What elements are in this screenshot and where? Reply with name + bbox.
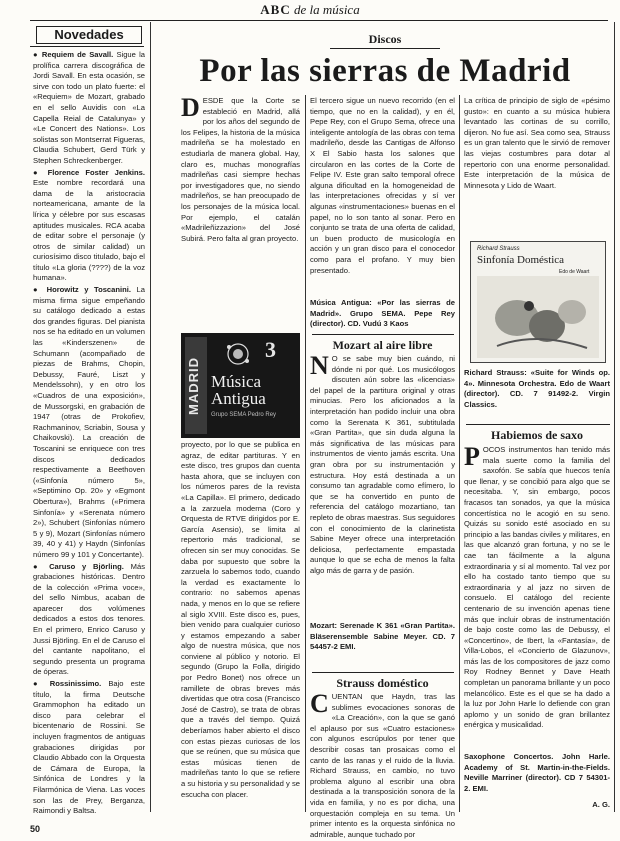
dropcap: D: [181, 93, 200, 122]
mozart-text: O se sabe muy bien cuándo, ni dónde ni por qué. Los musicólogos discuten aún sobre las «licencias» del papel de la partitura original y otras minucias. Pero los aficionados a la interpretación han podido incluir una obra como la Serenata K 361, subtitulada «Gran Partita», que sin duda alguna la más significativa de las músicas para instrumentos de viento jamás escrita. Una gran obra por su instrumentación y estructura. Hoy está destinada a un consumo tan agradable como efímero, lo que se ha convertido en punto de referencia del catálogo mozartiano, tan repleto de obras maestras. Sus seguidores con el conocimiento de la clarinetista Sabine Meyer ofrece una interpretación deliciosa, perfectamente empastada aunque lo que se echa de menos la falta algo más de garra y de pasión.: [310, 354, 455, 575]
column-rule-3: [459, 95, 460, 812]
discos-kicker-rule: [330, 48, 440, 49]
album-cover-sinfonia-domestica: [470, 241, 606, 363]
novedades-entry: ● Rossinissimo. Bajo este título, la firma Deutsche Grammophon ha editado un disco para celebrar el bicentenario de Rossini. Se incluyen fragmentos de antiguas grabaciones dirigidas por Claudio Abbado con la Orquesta de Cámara de Europa, la Sinfónica de Londres y la Filarmónica de Viena. Las voces son las de Prey, Berganza, Raimondi y Baltsa.: [33, 679, 145, 816]
column-rule-1: [150, 22, 151, 812]
article-col2-text: El tercero sigue un nuevo recorrido (en el tiempo, que no en la calidad), y en él, Pepe Rey, con el Grupo Sema, ofrece una inteligente antología de las obras con tema madrileño, desde las Cantigas de Alfonso X El Sabio hasta los salones que circularon en las cortes de la Corte de Felipe IV. Este gran salto temporal ofrece alguna dificultad en la homogeneidad de las interpretaciones ofrecidas y sí ver algunas «instrumentaciones» buenas en el papel, no lo son tanto al sonar. Pero en conjunto se trata de una oferta de calidad, un buen producto de musicología en acción y un gran disco para el conocedor como para el profano. Y muy bien presentado.: [310, 96, 455, 275]
novedades-list: [33, 50, 145, 820]
article-col1-top: [181, 93, 300, 331]
section-header: [0, 2, 620, 18]
discos-kicker: Discos: [368, 32, 402, 46]
disc-info-mozart: Mozart: Serenade K 361 «Gran Partita». Bläserensemble Sabine Meyer. CD. 7 54457-2 EMI.: [310, 621, 455, 652]
article-headline: Por las sierras de Madrid: [199, 53, 571, 89]
novedades-rule: [30, 46, 144, 47]
novedades-entry-title: Requiem de Savall.: [41, 50, 114, 59]
cover-subtitle: Grupo SEMA Pedro Rey: [211, 412, 277, 418]
author-signature: A. G.: [592, 800, 610, 809]
cover2-small: Edo de Waart: [559, 269, 590, 275]
saxo-text: OCOS instrumentos han tenido más mala suerte como la familia del saxofón. Se sabía que huecos tenía que llenar, y se concibió para algo que se necesitaba. Y, sin embargo, pocos fracasos tan sonados, ya que la música concertística no le acogió en su seno. Quizás su sonido esté asociado en su principio a las bandas civiles y militares, en las que alcanzó gran fortuna, y no se le cae tan fácilmente a la alguna extraordinaria y sí al momento. Tal vez por ello ha costado tanto tiempo que su extraordinaria y al jazz no sirven de consuelo. El catálogo del reciente centenario de su invención apenas tiene más que incluir obras de instrumentación de bajo coste como las de Debussy, el «Concertino», de Ibert, la «Fantasía», de Villa-Lobos, el «Concierto de Glazunov», más las de los compositores de jazz como Roy Rodney Bennet y Dave Heath completan un panorama brillante y un poco melancólico. Este es el que se ha dado a la luz por John Harle lo defiende con gran aplomo y un sonido de gran brillantez enérgica y musicalidad.: [464, 445, 610, 730]
column-rule-2: [305, 95, 306, 812]
cover2-label: Richard Strauss: [477, 246, 520, 252]
dropcap: C: [310, 689, 329, 718]
strauss-rule: [312, 672, 454, 673]
album-cover-musica-antigua: [181, 333, 300, 438]
page-number: 50: [30, 824, 41, 834]
dropcap: P: [464, 442, 480, 471]
novedades-entry-text: Más grabaciones históricas. Dentro de la colección «Prima voce», del sello Nimbus, acaban de aparecer dos volúmenes dedicados a estos dos tenores. En el primero, Enrico Caruso y Jussi Björling. En el de Caruso el del cantante napolitano, el segundo presenta un programa de óperas.: [33, 561, 145, 677]
novedades-entry-title: Florence Foster Jenkins.: [47, 167, 146, 177]
novedades-entry: ● Horowitz y Toscanini. La misma firma sigue empeñando su catálogo dedicado a estas dos grandes figuras. Del pianista nos se ha editado en un volumen las «Kinderszenen» de Schumann (acompañado de piezas de Brahms, Chopin, Debussy, Fauré, Liszt y Mendelssohn), y en otro los «Cuadros de una exposición», de Mussorgski, en grabación de 1947 (otras de Prokofiev, Rachmaninov, Scriabin, Sousa y Chaikovski). La creación de Toscanini se enriquece con tres discos dedicados respectivamente a Beethoven («Sinfonía número 5», «Septimino Op. 20» y «Egmont Obertura»), Brahms («Primera Sinfonía» y «Serenata número 2»), Schubert (Sinfonías número 5 y 9), Mozart (Sinfonías número 39, 40 y 41) y Haydn (Sinfonías número 99 y 101 y Concertante).: [33, 285, 145, 559]
cover-ornament-icon: [221, 341, 255, 367]
disc-info-musica-antigua: Música Antigua: «Por las sierras de Madrid». Grupo SEMA. Pepe Rey (director). CD. Vudú 3 Kaos: [310, 298, 455, 329]
disc-info-saxo: Saxophone Concertos. John Harle. Academy of St. Martin-in-the-Fields. Neville Marriner (director). CD 7 54301-2. EMI.: [464, 752, 610, 793]
strauss-text: UENTAN que Haydn, tras las sublimes evocaciones sonoras de «La Creación», con la que se ganó el aplauso por sus «Cuatro estaciones» con algunos escrúpulos por tener que describir cosas tan prosaicas como el canto de las ranas y el ruido de la lluvia. Richard Strauss, en cambio, no tuvo problema alguno al escribir una obra destinada a la transposición sonora de la vida en familia, y no es por dicha, una orquestación compleja en su tema. Un primer intento es la orquesta sinfónica no admirable, aunque tuchado por: [310, 692, 455, 839]
article-col1-bottom: proyecto, por lo que se publica en agraz, de editar partituras. Y en este disco, tres grupos dan cuenta hasta ahora, que se incluyen con los números pares de la revista «La Capilla». El primero, dedicado a la zarzuela moderna (Coro y Orquesta de RTVE dirigidos por E. García Asensio), se limita al repertorio más tradicional, se ofrecen sin ser muy conocidas. Se daba por supuesto que sobre la zarzuela lo sabemos todo, cuando la verdad es exactamente lo contrario: no sabemos apenas nada, y menos en lo que se refiere al siglo XVIII. Este disco es, pues, bien venido para cualquier curioso y estamos empezando a saber algo de nuestra música, que nos conviene al público y notorio. El segundo (Grupo la Folla, dirigido por Pedro Bonet) nos ofrece un ramillete de obras breves más divertidas que otra cosa (Francisco José de Castro), se trata de obras que a través del tiempo. Quizá deberíamos haber abierto el disco con estas piezas curiosas de los que se reúnen, que su música que estas músicas tienen de madrileñas tanto lo que se refiere a su historia y su personalidad y se escucha con placer.: [181, 440, 300, 799]
novedades-entry: ● Requiem de Savall. Sigue la prolífica carrera discográfica de Jordi Savall. En esta ocasión, se sirve con todo un plato fuerte: el «Requiem» de Mozart, grabado en el sello Auvidis con «La Capella Reial de Catalunya» y «Le Concert des Nations». Los solistas son Montserrat Figueras, Claudia Schubert, Gerd Türk y Stephen Schreckenberger.: [33, 50, 145, 165]
mozart-body: [310, 351, 455, 619]
novedades-entry-title: Horowitz y Toscanini.: [46, 285, 131, 295]
novedades-entry: ● Florence Foster Jenkins. Este nombre recordará una dama de la aristocracia norteamericana, amante de la lírica y célebre por sus escasas aptitudes musicales. RCA acaba de editar sobre el personaje (y otros de similar calidad) un curiosísimo disco titulado, bajo el título «La gloria (????) de la voz humana».: [33, 167, 146, 283]
column-rule-right: [614, 22, 615, 812]
article-body: ESDE que la Corte se estableció en Madrid, allá por los años del segundo de los Felipes, la historia de la música madrileña se ha molestado en estudiarla de manera global. Hay, claro es, muchas monografías madrileñas casi siempre hechas por investigadores que, no siendo madrileños, se han preocupado de los personajes de la música local. Por ejemplo, el catalán «Madrileñizzazion» del José Subirá. Pero falta al gran proyecto.: [181, 96, 300, 243]
dropcap: N: [310, 351, 329, 380]
saxo-rule: [466, 424, 610, 425]
article-col2: [310, 96, 455, 299]
novedades-entry-text: Bajo este título, la firma Deutsche Grammophon ha editado un disco para celebrar el bicentenario de Rossini. Se incluyen fragmentos de antiguas grabaciones dirigidas por Claudio Abbado con la Orquesta de Cámara de Europa, la Sinfónica de Londres y la Filarmónica de Viena. Las voces son las de Prey, Berganza, Raimondi y Baltsa.: [33, 679, 145, 816]
novedades-entry-title: Rossinissimo.: [49, 679, 102, 689]
cover2-title: Sinfonía Doméstica: [477, 254, 565, 266]
mozart-rule: [312, 334, 454, 335]
strauss-body: [310, 689, 455, 839]
section-header-rest: de la música: [293, 2, 360, 17]
novedades-entry-text: Este nombre recordará una dama de la aristocracia norteamericana, amante de la lírica y célebre por sus escasas aptitudes musicales. RCA acaba de editar sobre el personaje (y otros de similar calidad) un curiosísimo disco titulado, bajo el título «La gloria (????) de la voz humana».: [33, 178, 145, 283]
header-rule: [30, 20, 608, 21]
novedades-entry-title: Caruso y Björling.: [49, 561, 124, 571]
novedades-title: Novedades: [36, 26, 142, 44]
saxo-body: [464, 442, 610, 751]
novedades-entry-text: La misma firma sigue empeñando su catálogo dedicado a estas dos grandes figuras. Del pianista nos se ha editado en un volumen las «Kinderszenen» de Schumann (acompañado de piezas de Brahms, Chopin, Debussy, Fauré, Liszt y Mendelssohn), y en otro los «Cuadros de una exposición», de Mussorgski, en grabación de 1947 (otras de Prokofiev, Rachmaninov, Scriabin, Sousa y Chaikovski). La creación de Toscanini se enriquece con tres discos dedicados respectivamente a Beethoven («Sinfonía número 5», «Septimino Op. 20» y «Egmont Obertura»), Brahms («Primera Sinfonía» y «Serenata número 2»), Schubert (Sinfonías número 5 y 9), Mozart (Sinfonías número 39, 40 y 41) y Haydn (Sinfonías número 99 y 101 y Concertante).: [33, 285, 145, 559]
mozart-title: Mozart al aire libre: [332, 338, 433, 352]
cover-title: Música Antigua: [211, 372, 266, 408]
article-col3-top: La crítica de principio de siglo de «pésimo gusto»: en cuanto a su música hubiera levantado las cortinas de su corrillo, dijeron. No fue así. Sea como sea, Strauss es un gran talento que le sirvió de remover las viejas costumbres para dotar al repertorio con una enorme personalidad. Este interpretación de la música de Minnesota y Lido de Waart.: [464, 96, 610, 190]
novedades-entry-text: Sigue la prolífica carrera discográfica de Jordi Savall. En esta ocasión, se sirve con todo un plato fuerte: el «Requiem» de Mozart, grabado en el sello Auvidis con «La Capella Reial de Catalunya» y «Le Concert des Nations». Los solistas son Montserrat Figueras, Claudia Schubert, Gerd Türk y Stephen Schreckenberger.: [33, 50, 145, 165]
saxo-title: Habiemos de saxo: [490, 428, 583, 442]
section-header-abc: ABC: [260, 2, 291, 17]
strauss-title: Strauss doméstico: [336, 676, 429, 690]
cover-spine-text: MADRID: [186, 357, 201, 415]
novedades-entry: ● Caruso y Björling. Más grabaciones históricas. Dentro de la colección «Prima voce», del sello Nimbus, acaban de aparecer dos volúmenes dedicados a estos dos tenores. En el primero, Enrico Caruso y Jussi Björling. En el de Caruso el del cantante napolitano, el segundo presenta un programa de óperas.: [33, 561, 145, 677]
cover2-still-life-icon: [477, 276, 599, 358]
caption-strauss: Richard Strauss: «Suite for Winds op. 4». Minnesota Orchestra. Edo de Waart (director). CD. 7 91492-2. Virgin Classics.: [464, 368, 610, 409]
cover-volume-number: 3: [265, 337, 276, 362]
